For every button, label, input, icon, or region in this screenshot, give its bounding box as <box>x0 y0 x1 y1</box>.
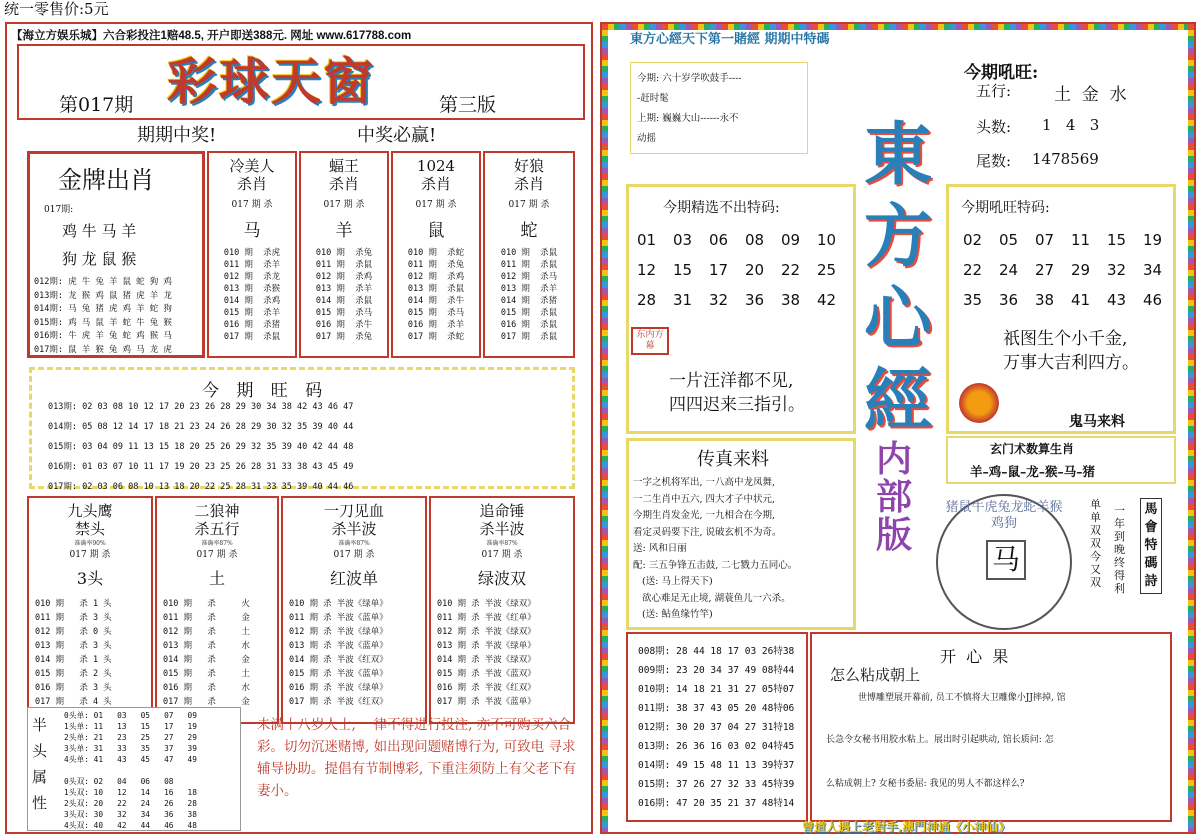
hot-row: 017期: 02 03 06 08 10 13 18 20 22 25 28 31 33 35 39 40 44 46 <box>48 482 354 492</box>
half-head-label: 半头属性 <box>32 716 48 812</box>
bottom-col-title: 追命锤 <box>479 502 525 520</box>
left-page <box>5 22 593 834</box>
tiger-icon <box>959 383 999 423</box>
kill-bottom-col-3 <box>281 496 427 724</box>
riddle-box <box>630 62 808 154</box>
kill-col-subtitle: 杀肖 <box>420 175 451 193</box>
kill-col-list: 010 期 杀虎 011 期 杀羊 012 期 杀龙 013 期 杀猴 014 期 杀鸡 015 期 杀羊 016 期 杀猪 017 期 杀鼠 <box>223 248 281 342</box>
vertical-title: 東方心經 <box>864 115 933 441</box>
vertical-hint: 单单双双今又双 <box>1090 498 1101 589</box>
xuanmen-title: 玄门术数算生肖 <box>990 442 1075 456</box>
joke-question: 怎么粘成朝上 <box>830 666 921 684</box>
vertical-hint-2: 一年到晚终得利 <box>1114 504 1125 595</box>
bottom-col-title: 九头鹰 <box>67 502 113 520</box>
number-cell: 27 <box>1035 261 1055 279</box>
bottom-col-list: 010 期 杀 半波《绿单》 011 期 杀 半波《蓝单》 012 期 杀 半波《绿单》 013 期 杀 半波《蓝单》 014 期 杀 半波《红双》 015 期 杀 半波《蓝单》 016 期 杀 半波《绿单》 017 期 杀 半波《红双》 <box>289 599 388 707</box>
right-page <box>600 22 1196 834</box>
half-head-table: 0头单: 01 03 05 07 09 1头单: 11 13 15 17 19 2头单: 21 23 25 27 29 3头单: 31 33 35 37 39 4头单: 41 43 45 47 49 0头双: 02 04 06 08 1头双: 10 12 14 16 18 2头双: 20 22 24 26 28 3头双: 30 32 34 36 38 4头双: 40 42 44 46 48 <box>64 711 197 830</box>
number-cell: 35 <box>963 291 983 309</box>
bottom-col-subtitle: 杀五行 <box>194 520 240 538</box>
stamp: 东内方幕 <box>631 327 669 355</box>
bottom-col-pick: 红波单 <box>329 569 378 588</box>
kill-col-list: 010 期 杀鼠 011 期 杀鼠 012 期 杀马 013 期 杀羊 014 期 杀猪 015 期 杀鼠 016 期 杀鼠 017 期 杀鼠 <box>500 248 558 342</box>
number-cell: 15 <box>673 261 693 279</box>
hot-row: 014期: 05 08 12 14 17 18 21 23 24 26 28 29 30 32 35 39 40 44 <box>48 422 354 432</box>
bottom-col-pick: 土 <box>208 569 225 588</box>
history-panel <box>626 632 808 822</box>
gold-title: 金牌出肖 <box>58 166 154 194</box>
number-cell: 17 <box>709 261 729 279</box>
number-cell: 15 <box>1107 231 1127 249</box>
bottom-col-subtitle: 杀半波 <box>479 520 525 538</box>
hot-row: 015期: 03 04 09 11 13 15 18 20 25 26 29 32 35 39 40 42 44 48 <box>48 442 354 452</box>
number-cell: 41 <box>1071 291 1091 309</box>
number-cell: 46 <box>1143 291 1163 309</box>
number-cell: 38 <box>781 291 801 309</box>
zodiac-center: 马 <box>986 540 1026 580</box>
hot-special-panel <box>946 184 1176 434</box>
number-cell: 28 <box>637 291 657 309</box>
joke-body-3: 么粘成朝上? 女秘书委屈: 我见的男人不都这样么? <box>826 779 1025 789</box>
bottom-col-list: 010 期 杀 火 011 期 杀 金 012 期 杀 土 013 期 杀 水 014 期 杀 金 015 期 杀 土 016 期 杀 水 017 期 杀 金 <box>163 599 250 707</box>
no-special-title: 今期精选不出特码: <box>663 200 780 216</box>
bottom-col-tag: 017 期 杀 <box>481 550 523 560</box>
tails-label: 尾数: <box>976 152 1012 170</box>
number-cell: 09 <box>781 231 801 249</box>
masthead <box>17 44 585 120</box>
right-footer: 曾道人遇上老對手,澳門神通《小神仙》 <box>802 820 1011 834</box>
hot-special-title: 今期吼旺特码: <box>961 200 1050 216</box>
number-cell: 11 <box>1071 231 1091 249</box>
kill-col-title: 冷美人 <box>229 157 275 175</box>
kill-col-2 <box>299 151 389 358</box>
number-cell: 19 <box>1143 231 1163 249</box>
history-list: 008期: 28 44 18 17 03 26特38 009期: 23 20 34 37 49 08特44 010期: 14 18 21 31 27 05特07 011期: 38 37 43 05 20 48特06 012期: 30 20 37 04 27 31特18 013期: 26 36 16 03 02 04特45 014期: 49 15 48 11 13 39特37 015期: 37 26 27 32 33 45特39 016期: 47 20 35 21 37 48特14 <box>638 646 795 809</box>
gold-issue: 017期: <box>44 205 74 215</box>
hot-info <box>952 54 1182 176</box>
kill-col-list: 010 期 杀蛇 011 期 杀兔 012 期 杀鸡 013 期 杀鼠 014 期 杀牛 015 期 杀马 016 期 杀羊 017 期 杀蛇 <box>407 248 465 342</box>
gold-panel <box>27 151 205 358</box>
logo-title: 彩球天窗 <box>167 52 375 111</box>
joke-title: 开 心 果 <box>940 647 1009 666</box>
kill-bottom-col-2 <box>155 496 279 724</box>
number-cell: 43 <box>1107 291 1127 309</box>
hot-row: 013期: 02 03 08 10 12 17 20 23 26 28 29 30 34 38 42 43 46 47 <box>48 402 354 412</box>
kill-col-tag: 017 期 杀 <box>415 200 457 210</box>
heads-label: 头数: <box>976 118 1012 136</box>
bottom-col-rate: 准确率90% <box>74 540 106 547</box>
kill-col-subtitle: 杀肖 <box>328 175 359 193</box>
kill-col-pick: 蛇 <box>520 221 538 241</box>
bottom-col-tag: 017 期 杀 <box>69 550 111 560</box>
seal-text: 馬會特碼詩 <box>1140 498 1162 594</box>
bottom-col-title: 一刀见血 <box>323 502 384 520</box>
number-cell: 12 <box>637 261 657 279</box>
hot-info-title: 今期吼旺: <box>964 63 1039 83</box>
number-cell: 36 <box>745 291 765 309</box>
gold-line1: 鸡 牛 马 羊 <box>62 222 137 240</box>
kill-col-title: 蝠王 <box>328 157 359 175</box>
price-label: 统一零售价:5元 <box>4 0 109 18</box>
kill-bottom-col-1 <box>27 496 153 724</box>
joke-body-1: 世博雕塑展开幕前, 员工不慎将大卫雕像小JJ摔掉, 馆 <box>858 693 1066 703</box>
bottom-col-rate: 准确率87% <box>486 540 518 547</box>
hot-special-grid <box>963 231 1179 309</box>
number-cell: 22 <box>781 261 801 279</box>
number-cell: 06 <box>709 231 729 249</box>
number-cell: 34 <box>1143 261 1163 279</box>
half-head-panel <box>27 707 241 831</box>
kill-bottom-col-4 <box>429 496 575 724</box>
hot-numbers-title: 今 期 旺 码 <box>202 381 329 401</box>
slogan-right: 中奖必赢! <box>357 125 437 146</box>
number-cell: 07 <box>1035 231 1055 249</box>
number-cell: 36 <box>999 291 1019 309</box>
number-cell: 24 <box>999 261 1019 279</box>
gold-history: 012期: 虎 牛 兔 羊 鼠 蛇 狗 鸡 013期: 龙 猴 鸡 鼠 猪 虎 羊 龙 014期: 马 兔 猪 虎 鸡 羊 蛇 狗 015期: 鸡 马 鼠 羊 蛇 牛 兔 猴 016期: 牛 虎 羊 兔 蛇 鸡 猴 马 017期: 鼠 羊 猴 兔 鸡 马 龙 虎 <box>34 277 172 355</box>
number-cell: 03 <box>673 231 693 249</box>
kill-col-title: 好狼 <box>513 157 544 175</box>
kill-col-3 <box>391 151 481 358</box>
bottom-col-list: 010 期 杀 半波《绿双》 011 期 杀 半波《红单》 012 期 杀 半波《绿双》 013 期 杀 半波《绿单》 014 期 杀 半波《绿双》 015 期 杀 半波《蓝双》 016 期 杀 半波《红双》 017 期 杀 半波《蓝单》 <box>437 599 536 707</box>
bottom-col-title: 二狼神 <box>194 502 240 520</box>
kill-col-1 <box>207 151 297 358</box>
kill-col-tag: 017 期 杀 <box>323 200 365 210</box>
slogan-left: 期期中奖! <box>137 125 217 146</box>
kill-col-4 <box>483 151 575 358</box>
bottom-col-subtitle: 杀半波 <box>331 520 377 538</box>
bottom-col-list: 010 期 杀 1 头 011 期 杀 3 头 012 期 杀 0 头 013 期 杀 3 头 014 期 杀 1 头 015 期 杀 2 头 016 期 杀 3 头 017 期 杀 4 头 <box>35 599 112 707</box>
fax-title: 传真来料 <box>697 449 769 470</box>
kill-col-subtitle: 杀肖 <box>513 175 544 193</box>
vertical-subtitle: 内部版 <box>876 438 913 556</box>
kill-col-pick: 羊 <box>335 221 353 241</box>
bottom-col-rate: 准确率87% <box>338 540 370 547</box>
ghost-label: 鬼马来料 <box>1069 414 1125 430</box>
kill-col-subtitle: 杀肖 <box>236 175 267 193</box>
bottom-col-tag: 017 期 杀 <box>196 550 238 560</box>
gold-line2: 狗 龙 鼠 猴 <box>62 250 137 268</box>
notice-text: 未满十八岁人士, 一律不得进行投注, 亦不可购买六合彩。切勿沉迷赌博, 如出现问题赌博行为, 可致电 寻求辅导协助。提倡有节制博彩, 下重注须防上有父老下有妻小。 <box>257 717 577 799</box>
kill-col-tag: 017 期 杀 <box>508 200 550 210</box>
poem-2: 祇图生个小千金, 万事大吉利四方。 <box>1003 329 1139 373</box>
number-cell: 25 <box>817 261 837 279</box>
number-cell: 29 <box>1071 261 1091 279</box>
xuanmen-panel <box>946 436 1176 484</box>
number-cell: 10 <box>817 231 837 249</box>
bottom-col-rate: 准确率87% <box>201 540 233 547</box>
number-cell: 38 <box>1035 291 1055 309</box>
bottom-col-tag: 017 期 杀 <box>333 550 375 560</box>
right-header: 東方心經天下第一賭經 期期中特碼 <box>630 32 830 47</box>
tails-value: 1478569 <box>1032 150 1099 168</box>
number-cell: 20 <box>745 261 765 279</box>
wuxing-value: 土 金 水 <box>1054 85 1127 105</box>
poem-1: 一片汪洋都不见, 四四迟来三指引。 <box>669 371 805 415</box>
left-border <box>602 24 608 832</box>
number-cell: 31 <box>673 291 693 309</box>
bottom-col-pick: 绿波双 <box>477 569 526 588</box>
ad-bar[interactable]: 【海立方娱乐城】六合彩投注1赔48.5, 开户即送388元. 网址 www.617788.com <box>11 30 412 42</box>
kill-col-tag: 017 期 杀 <box>231 200 273 210</box>
fax-panel <box>626 438 856 630</box>
joke-panel <box>810 632 1172 822</box>
right-border <box>1188 24 1194 832</box>
number-cell: 22 <box>963 261 983 279</box>
heads-value: 1 4 3 <box>1042 116 1100 134</box>
kill-col-title: 1024 <box>416 157 456 175</box>
edition-label: 第三版 <box>439 94 497 116</box>
bottom-col-subtitle: 禁头 <box>74 520 105 538</box>
bottom-col-pick: 3头 <box>76 569 104 588</box>
number-cell: 01 <box>637 231 657 249</box>
wuxing-label: 五行: <box>976 82 1012 100</box>
zodiac-ring-text: 猪鼠牛虎兔龙蛇羊猴鸡狗 <box>945 500 1063 531</box>
number-cell: 32 <box>709 291 729 309</box>
issue-number: 第017期 <box>59 94 134 116</box>
number-cell: 42 <box>817 291 837 309</box>
zodiac-wheel <box>936 494 1072 630</box>
number-cell: 08 <box>745 231 765 249</box>
kill-col-pick: 鼠 <box>427 221 445 241</box>
number-cell: 05 <box>999 231 1019 249</box>
hot-numbers-panel <box>29 367 575 492</box>
number-cell: 02 <box>963 231 983 249</box>
number-cell: 32 <box>1107 261 1127 279</box>
joke-body-2: 长急令女秘书用胶水粘上。展出时引起哄动, 馆长质问: 怎 <box>826 735 1054 745</box>
riddle-text: 今期: 六十岁学吹鼓手---- -赶时髦 上期: 巍巍大山------永不 动摇 <box>637 73 742 144</box>
no-special-grid <box>637 231 853 309</box>
kill-col-pick: 马 <box>243 221 261 241</box>
no-special-panel <box>626 184 856 434</box>
hot-row: 016期: 01 03 07 10 11 17 19 20 23 25 26 28 31 33 38 43 45 49 <box>48 462 354 472</box>
xuanmen-list: 羊–鸡–鼠–龙–猴–马–猪 <box>970 464 1096 479</box>
fax-body: 一字之机将军出, 一八高中龙凤舞, 一二生肖中五六, 四大才子中状元, 今期生肖发金光, 一九相合在今期, 看定灵码要下注, 说破玄机不为奇。 送: 风和日丽 配: 三五争锋五击鼓, 二七戮力五同心。 (送: 马上得天下) 欲心难足无止境, 湖蓑鱼儿一六杀。 (送: 鲇鱼缘竹竿) <box>633 477 798 620</box>
kill-col-list: 010 期 杀兔 011 期 杀鼠 012 期 杀鸡 013 期 杀羊 014 期 杀鼠 015 期 杀马 016 期 杀牛 017 期 杀兔 <box>315 248 373 342</box>
